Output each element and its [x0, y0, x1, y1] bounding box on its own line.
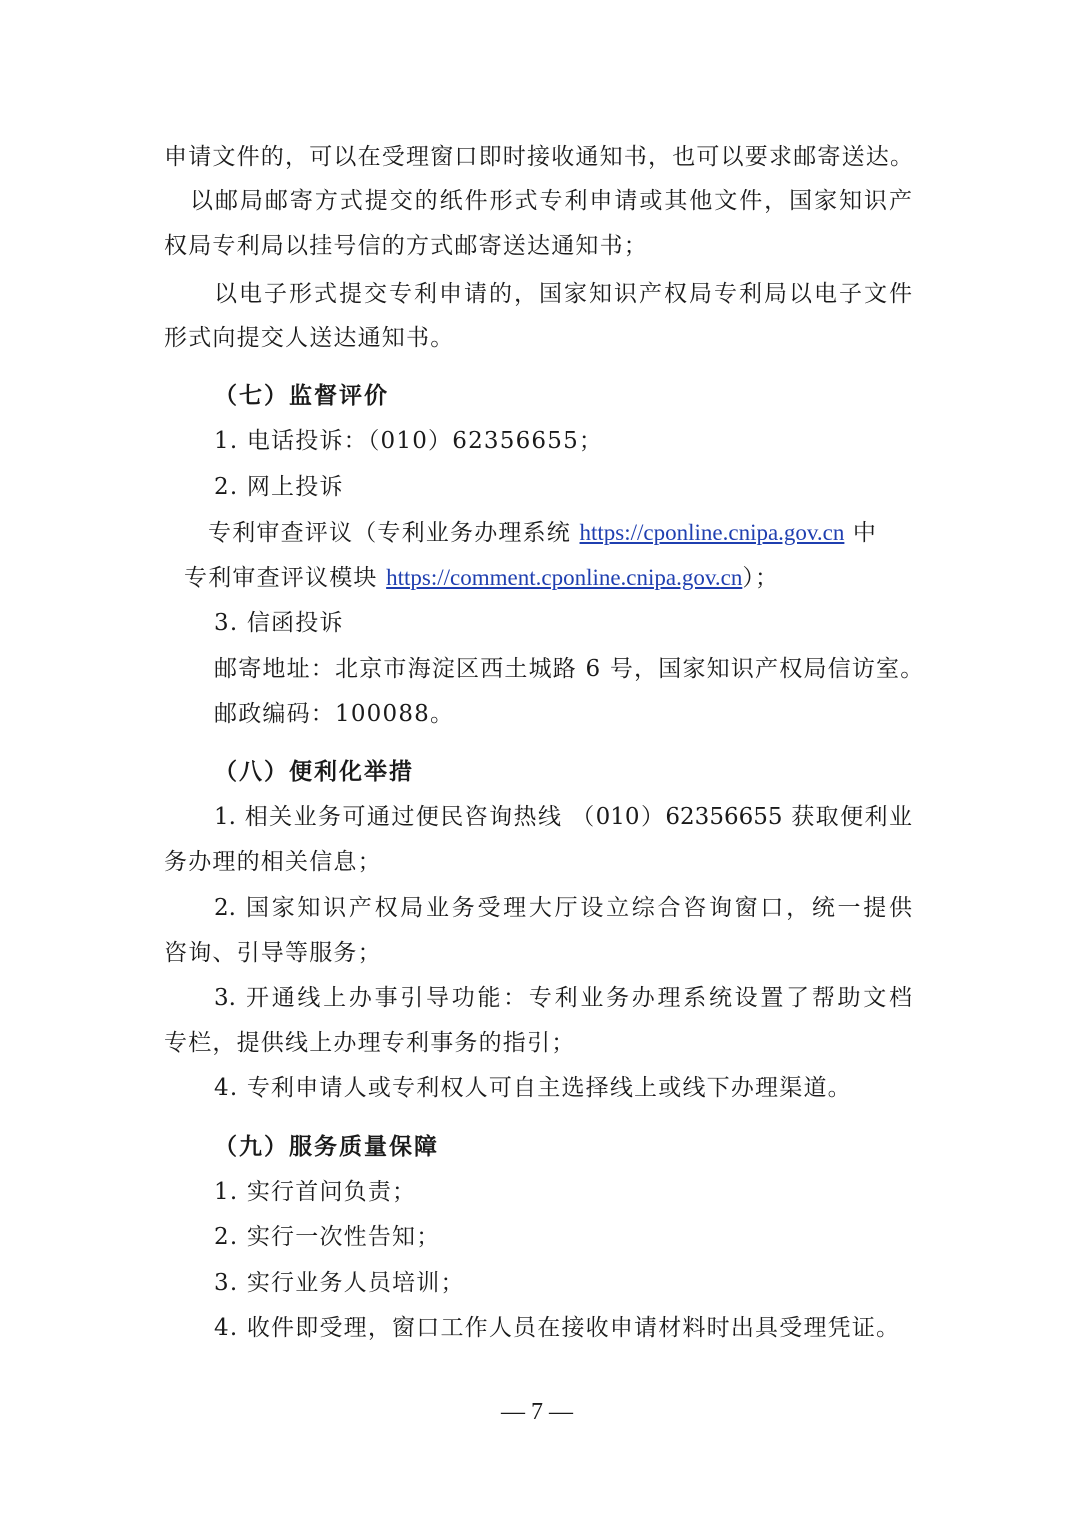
list-item: 2. 国家知识产权局业务受理大厅设立综合咨询窗口，统一提供 — [214, 895, 912, 921]
section-heading-7: （七）监督评价 — [214, 382, 389, 409]
cponline-link[interactable]: https://cponline.cnipa.gov.cn — [579, 520, 845, 545]
list-item: 3. 实行业务人员培训； — [214, 1270, 465, 1296]
review-module: 专利审查评议模块 — [184, 565, 387, 591]
list-item: 4. 专利申请人或专利权人可自主选择线上或线下办理渠道。 — [214, 1075, 852, 1101]
section-heading-9: （九）服务质量保障 — [214, 1133, 439, 1160]
page-number: — 7 — — [501, 1399, 573, 1425]
list-item: 1. 电话投诉：（010）62356655； — [214, 428, 604, 454]
list-item: 4. 收件即受理，窗口工作人员在接收申请材料时出具受理凭证。 — [214, 1315, 901, 1341]
review-mid: 中 — [844, 520, 878, 546]
body-line: 形式向提交人送达通知书。 — [164, 325, 455, 351]
review-suffix: ）； — [742, 565, 780, 591]
list-item-cont: 专栏，提供线上办理专利事务的指引； — [164, 1030, 576, 1056]
list-item: 1. 实行首问负责； — [214, 1179, 417, 1205]
list-item: 1. 相关业务可通过便民咨询热线 （010）62356655 获取便利业 — [214, 804, 913, 830]
body-line: 申请文件的，可以在受理窗口即时接收通知书，也可以要求邮寄送达。 — [164, 144, 915, 170]
body-line: 以电子形式提交专利申请的，国家知识产权局专利局以电子文件 — [214, 281, 912, 307]
list-item: 2. 实行一次性告知； — [214, 1224, 441, 1250]
list-item: 3. 信函投诉 — [214, 610, 344, 636]
review-prefix: 专利审查评议（专利业务办理系统 — [208, 520, 580, 546]
mailing-address: 邮寄地址：北京市海淀区西土城路 6 号，国家知识产权局信访室。 — [214, 656, 925, 682]
comment-link[interactable]: https://comment.cponline.cnipa.gov.cn — [386, 565, 743, 590]
body-line: 权局专利局以挂号信的方式邮寄送达通知书； — [164, 233, 648, 259]
list-item-cont: 务办理的相关信息； — [164, 849, 382, 875]
list-item-cont: 咨询、引导等服务； — [164, 940, 382, 966]
review-line — [184, 563, 779, 593]
body-line: 以邮局邮寄方式提交的纸件形式专利申请或其他文件，国家知识产 — [190, 188, 912, 214]
list-item: 2. 网上投诉 — [214, 474, 344, 500]
list-item: 3. 开通线上办事引导功能：专利业务办理系统设置了帮助文档 — [214, 985, 912, 1011]
review-line — [208, 518, 877, 548]
postal-code: 邮政编码：100088。 — [214, 701, 455, 727]
section-heading-8: （八）便利化举措 — [214, 758, 414, 785]
